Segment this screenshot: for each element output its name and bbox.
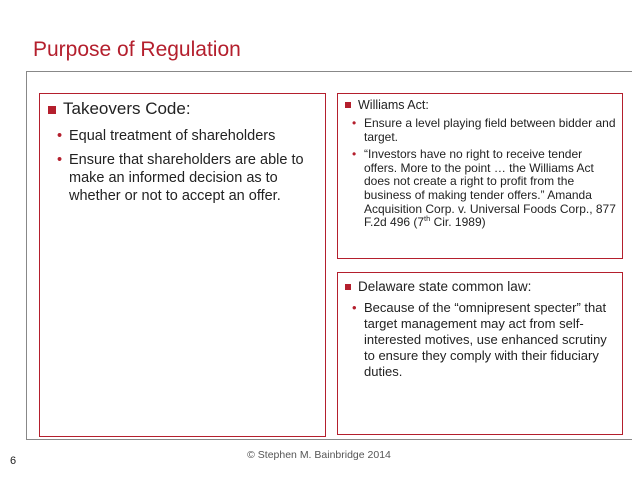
- list-item: • Because of the “omnipresent specter” that target management may act from self-interested motives, use enhanced scrutiny to ensure they comply with their fiduciary duties.: [343, 300, 617, 380]
- williams-act-list: [343, 117, 617, 230]
- delaware-law-box: [337, 272, 623, 435]
- citation-tail: Cir. 1989): [430, 215, 486, 230]
- delaware-law-heading: [343, 279, 617, 294]
- takeovers-code-heading: [46, 99, 319, 119]
- list-item: [343, 148, 617, 230]
- takeovers-code-heading-text: Takeovers Code:: [63, 99, 191, 118]
- list-item: • Ensure that shareholders are able to make an informed decision as to whether or not to accept an offer.: [46, 151, 319, 205]
- list-item: • Ensure a level playing field between bidder and target.: [343, 117, 617, 144]
- copyright-footer: © Stephen M. Bainbridge 2014: [247, 449, 391, 461]
- square-bullet-icon: [345, 284, 351, 290]
- takeovers-code-box: [39, 93, 326, 437]
- takeovers-code-list: [46, 127, 319, 205]
- left-divider: [26, 72, 27, 440]
- delaware-law-heading-text: Delaware state common law:: [358, 279, 532, 294]
- delaware-law-list: [343, 300, 617, 380]
- bottom-divider: [26, 439, 632, 440]
- slide-title: Purpose of Regulation: [33, 38, 241, 61]
- top-divider: [26, 71, 632, 72]
- williams-act-heading: [343, 98, 617, 112]
- page-number: 6: [10, 455, 17, 467]
- quote-text: “Investors have no right to receive tender offers. More to the point … the Williams Act does not create a right to profit from the business of making tender offers.” Amanda Acquisition Corp. v. Universal Foods Corp., 877 F.2d 496 (7: [364, 147, 616, 230]
- list-item: • Equal treatment of shareholders: [46, 127, 319, 145]
- williams-act-box: [337, 93, 623, 259]
- square-bullet-icon: [48, 106, 56, 114]
- square-bullet-icon: [345, 102, 351, 108]
- williams-act-heading-text: Williams Act:: [358, 98, 429, 112]
- ordinal-superscript: th: [424, 214, 431, 224]
